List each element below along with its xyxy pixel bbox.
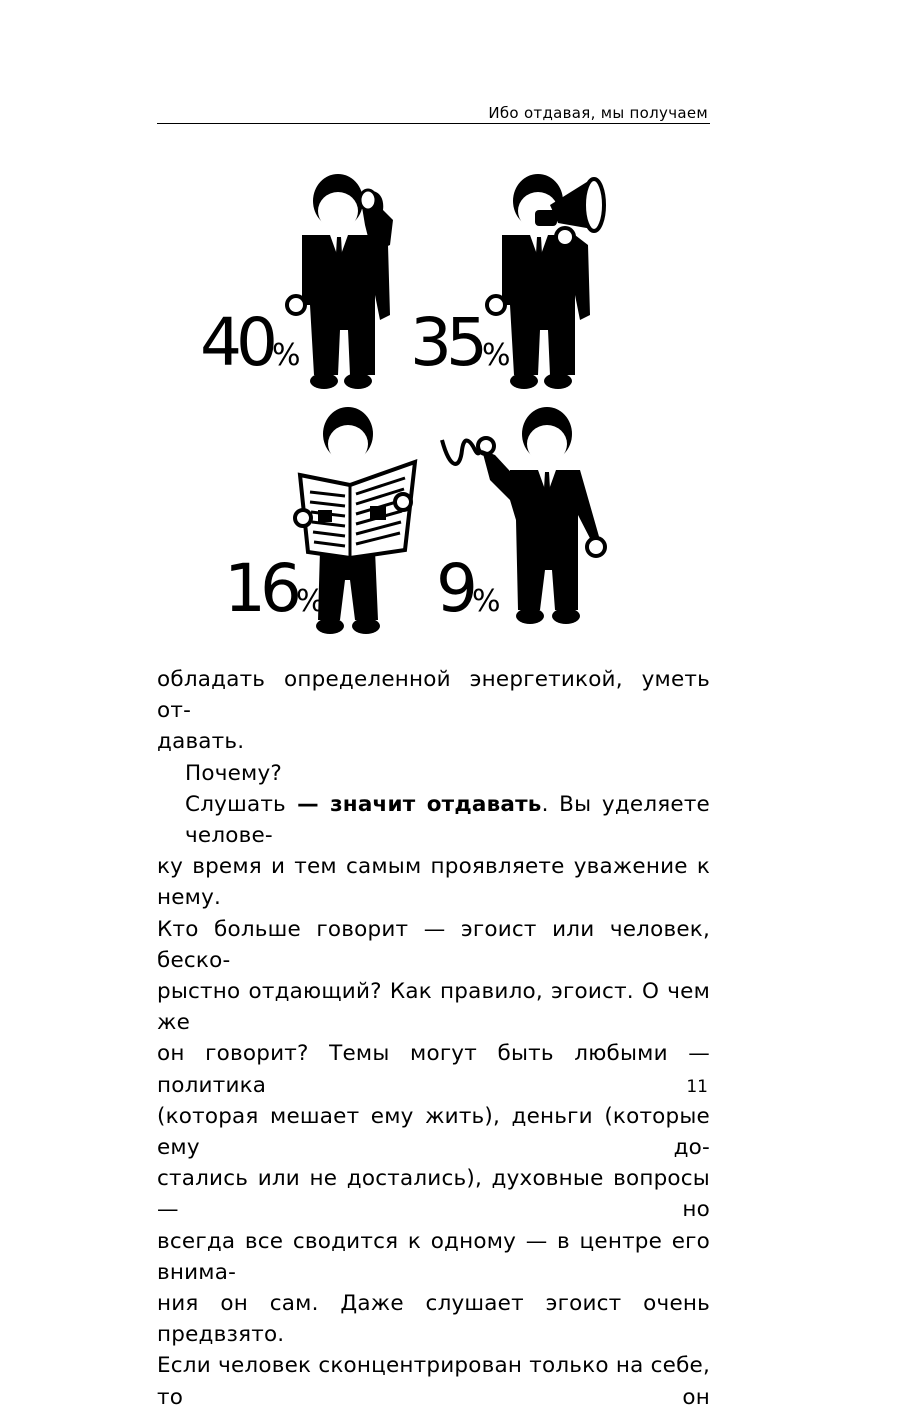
text-line: всегда все сводится к одному — в центре его внима- bbox=[157, 1228, 710, 1285]
text-fragment: . Вы уделяете челове- bbox=[185, 791, 710, 849]
percentage-label: 35% bbox=[410, 304, 511, 381]
text-line: ку время и тем самым проявляете уважение к нему. bbox=[157, 854, 710, 911]
text-line: Кто больше говорит — эгоист или человек, беско- bbox=[157, 916, 710, 973]
percentage-label: 9% bbox=[436, 550, 501, 627]
page-number: 11 bbox=[686, 1077, 708, 1097]
body-text bbox=[157, 664, 710, 1413]
figure-item-megaphone bbox=[410, 165, 630, 410]
figure-item-waving bbox=[410, 410, 630, 655]
text-line: обладать определенной энергетикой, уметь от- bbox=[157, 667, 710, 724]
text-line: он говорит? Темы могут быть любыми — политика bbox=[157, 1041, 710, 1098]
text-line: (которая мешает ему жить), деньги (которые ему до- bbox=[157, 1103, 710, 1161]
percentage-label: 16% bbox=[224, 550, 325, 627]
header-rule bbox=[157, 123, 710, 124]
statistics-figure bbox=[190, 165, 630, 655]
percentage-label: 40% bbox=[200, 304, 301, 381]
text-line: рыстно отдающий? Как правило, эгоист. О чем же bbox=[157, 979, 710, 1036]
text-line: давать. bbox=[157, 729, 245, 755]
term-listen: Слушать bbox=[185, 791, 286, 817]
text-line bbox=[157, 789, 710, 851]
text-line: стались или не достались), духовные вопросы — но bbox=[157, 1166, 710, 1223]
definition-listen: — значит отдавать bbox=[285, 791, 542, 817]
text-line: ния он сам. Даже слушает эгоист очень предвзято. bbox=[157, 1291, 710, 1348]
figure-item-newspaper bbox=[190, 410, 410, 655]
figure-item-phone bbox=[190, 165, 410, 410]
text-line: Почему? bbox=[185, 760, 283, 786]
running-head: Ибо отдавая, мы получаем bbox=[488, 104, 708, 122]
text-line: Если человек сконцентрирован только на себе, то он bbox=[157, 1353, 710, 1410]
